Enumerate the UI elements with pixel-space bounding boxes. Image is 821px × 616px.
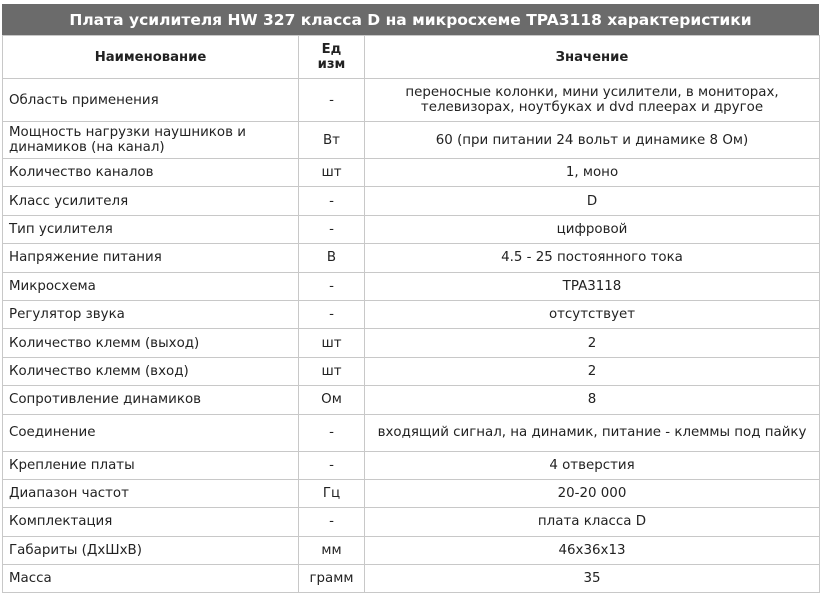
table-row xyxy=(3,386,820,414)
row-name: Количество клемм (выход) xyxy=(3,329,299,357)
row-value: 1, моно xyxy=(365,159,820,187)
row-unit: Ом xyxy=(299,386,365,414)
table-row xyxy=(3,159,820,187)
row-name: Сопротивление динамиков xyxy=(3,386,299,414)
row-unit: - xyxy=(299,300,365,328)
row-value: 20-20 000 xyxy=(365,479,820,507)
table-row xyxy=(3,414,820,451)
row-name: Микросхема xyxy=(3,272,299,300)
row-value: 35 xyxy=(365,565,820,593)
row-unit: - xyxy=(299,414,365,451)
row-unit: Гц xyxy=(299,479,365,507)
row-value: переносные колонки, мини усилители, в мониторах, телевизорах, ноутбуках и dvd плеерах и другое xyxy=(365,79,820,122)
row-value: входящий сигнал, на динамик, питание - клеммы под пайку xyxy=(365,414,820,451)
row-name: Диапазон частот xyxy=(3,479,299,507)
row-unit: - xyxy=(299,508,365,536)
header-unit xyxy=(299,36,365,79)
table-row xyxy=(3,357,820,385)
row-name: Количество каналов xyxy=(3,159,299,187)
row-name: Регулятор звука xyxy=(3,300,299,328)
table-row xyxy=(3,215,820,243)
table-row xyxy=(3,300,820,328)
row-unit: - xyxy=(299,272,365,300)
row-unit: - xyxy=(299,451,365,479)
table-title: Плата усилителя HW 327 класса D на микросхеме TPA3118 характеристики xyxy=(2,4,819,35)
row-value: 8 xyxy=(365,386,820,414)
row-name: Тип усилителя xyxy=(3,215,299,243)
header-unit-line2: изм xyxy=(317,57,346,72)
row-name: Напряжение питания xyxy=(3,244,299,272)
row-unit: шт xyxy=(299,159,365,187)
row-value: 4 отверстия xyxy=(365,451,820,479)
row-value: отсутствует xyxy=(365,300,820,328)
row-unit: Вт xyxy=(299,122,365,159)
header-row xyxy=(3,36,820,79)
table-row xyxy=(3,272,820,300)
row-value: 4.5 - 25 постоянного тока xyxy=(365,244,820,272)
row-name: Количество клемм (вход) xyxy=(3,357,299,385)
header-name: Наименование xyxy=(3,36,299,79)
spec-table xyxy=(2,35,820,593)
row-value: TPA3118 xyxy=(365,272,820,300)
table-row xyxy=(3,565,820,593)
row-name: Комплектация xyxy=(3,508,299,536)
row-name: Мощность нагрузки наушников и динамиков (на канал) xyxy=(3,122,299,159)
table-row xyxy=(3,244,820,272)
row-name: Класс усилителя xyxy=(3,187,299,215)
table-row xyxy=(3,79,820,122)
row-name: Область применения xyxy=(3,79,299,122)
table-row xyxy=(3,122,820,159)
row-unit: шт xyxy=(299,329,365,357)
row-value: цифровой xyxy=(365,215,820,243)
table-row xyxy=(3,329,820,357)
row-name: Соединение xyxy=(3,414,299,451)
row-name: Габариты (ДхШхВ) xyxy=(3,536,299,564)
row-unit: В xyxy=(299,244,365,272)
table-row xyxy=(3,479,820,507)
row-value: 60 (при питании 24 вольт и динамике 8 Ом) xyxy=(365,122,820,159)
row-name: Масса xyxy=(3,565,299,593)
table-row xyxy=(3,508,820,536)
header-value: Значение xyxy=(365,36,820,79)
row-unit: грамм xyxy=(299,565,365,593)
row-value: 2 xyxy=(365,357,820,385)
table-row xyxy=(3,536,820,564)
row-unit: - xyxy=(299,215,365,243)
row-unit: - xyxy=(299,187,365,215)
spec-table-container xyxy=(2,4,819,593)
header-unit-line1: Ед xyxy=(321,42,342,57)
row-name: Крепление платы xyxy=(3,451,299,479)
row-value: 46x36x13 xyxy=(365,536,820,564)
row-unit: шт xyxy=(299,357,365,385)
row-value: плата класса D xyxy=(365,508,820,536)
table-row xyxy=(3,451,820,479)
row-unit: мм xyxy=(299,536,365,564)
row-value: 2 xyxy=(365,329,820,357)
table-row xyxy=(3,187,820,215)
row-unit: - xyxy=(299,79,365,122)
row-value: D xyxy=(365,187,820,215)
